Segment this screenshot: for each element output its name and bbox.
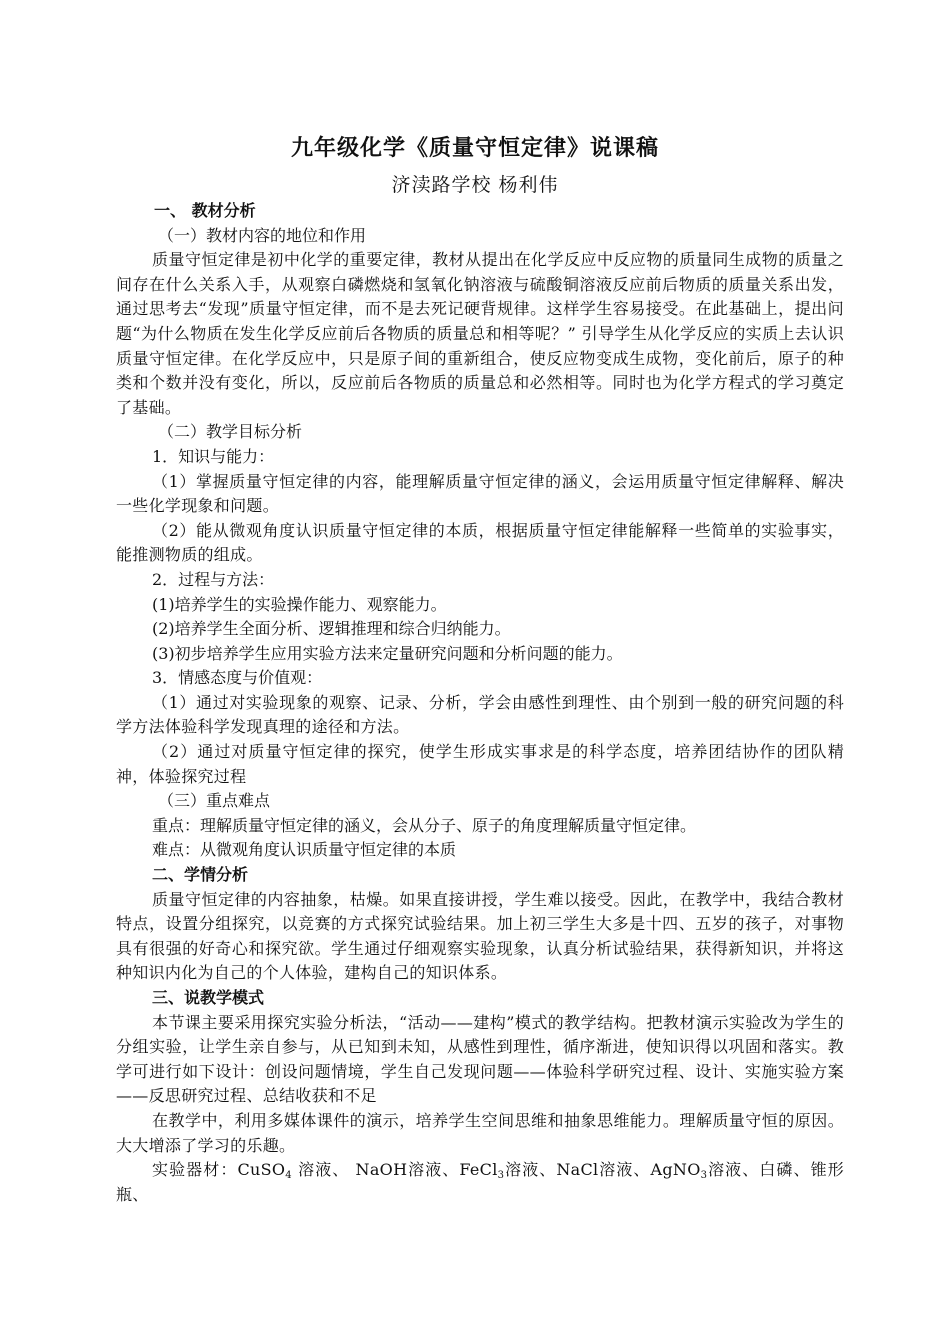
subsection-heading-2: （二）教学目标分析 <box>158 422 303 442</box>
section-heading-2: 二、学情分析 <box>152 865 249 885</box>
objective-process-1: (1)培养学生的实验操作能力、观察能力。 <box>152 594 447 614</box>
difficult-point: 难点：从微观角度认识质量守恒定律的本质 <box>152 840 457 860</box>
subsection-heading-1: （一）教材内容的地位和作用 <box>158 225 367 245</box>
subsection-heading-3: （三）重点难点 <box>158 791 271 811</box>
equipment-label: 实验器材： <box>152 1160 238 1180</box>
objective-process-title: 2．过程与方法： <box>152 569 275 589</box>
section-heading-3: 三、说教学模式 <box>152 988 265 1007</box>
paragraph-teaching-model-2: 在教学中，利用多媒体课件的演示，培养学生空间思维和抽象思维能力。理解质量守恒的原因。大大增添了学习的乐趣。 <box>116 1110 844 1155</box>
equipment-item-fecl3: FeCl$_3$溶液、NaCl溶液、 <box>459 1160 651 1182</box>
paragraph-equipment <box>116 1158 844 1207</box>
objective-process-3: (3)初步培养学生应用实验方法来定量研究问题和分析问题的能力。 <box>152 643 623 663</box>
paragraph-teaching-model-1: 本节课主要采用探究实验分析法，“活动——建构”模式的教学结构。把教材演示实验改为学生的分组实验，让学生亲自参与，从已知到未知，从感性到理性，循序渐进，使知识得以巩固和落实。教学可进行如下设计：创设问题情境，学生自己发现问题——体验科学研究过程、设计、实施实验方案 ——反思研究过程、总结收获和不足 <box>116 1012 844 1106</box>
objective-knowledge-1: （1）掌握质量守恒定律的内容，能理解质量守恒定律的涵义，会运用质量守恒定律解释、解决一些化学现象和问题。 <box>116 471 844 516</box>
document-title: 九年级化学《质量守恒定律》说课稿 <box>290 136 659 161</box>
objective-emotion-1: （1）通过对实验现象的观察、记录、分析，学会由感性到理性、由个别到一般的研究问题的科学方法体验科学发现真理的途径和方法。 <box>116 692 844 737</box>
equipment-item-cuso4: CuSO$_4$ 溶液、 NaOH溶液、 <box>237 1160 460 1182</box>
objective-knowledge-title: 1．知识与能力： <box>152 446 275 466</box>
document-author: 济渎路学校 杨利伟 <box>391 174 559 196</box>
objective-emotion-2: （2）通过对质量守恒定律的探究，使学生形成实事求是的科学态度，培养团结协作的团队精神，体验探究过程 <box>116 742 844 786</box>
key-point: 重点：理解质量守恒定律的涵义，会从分子、原子的角度理解质量守恒定律。 <box>152 815 697 835</box>
paragraph-student-analysis: 质量守恒定律的内容抽象，枯燥。如果直接讲授，学生难以接受。因此，在教学中，我结合教材特点，设置分组探究，以竞赛的方式探究试验结果。加上初三学生大多是十四、五岁的孩子，对事物具有很强的好奇心和探究欲。学生通过仔细观察实验现象，认真分析试验结果，获得新知识，并将这种知识内化为自己的个人体验，建构自己的知识体系。 <box>116 889 844 983</box>
objective-process-2: (2)培养学生全面分析、逻辑推理和综合归纳能力。 <box>152 619 511 639</box>
paragraph-textbook-role: 质量守恒定律是初中化学的重要定律，教材从提出在化学反应中反应物的质量同生成物的质量之间存在什么关系入手，从观察白磷燃烧和氢氧化钠溶液与硫酸铜溶液反应前后物质的质量关系出发，通过思考去“发现”质量守恒定律，而不是去死记硬背规律。这样学生容易接受。在此基础上，提出问题“为什么物质在发生化学反应前后各物质的质量总和相等呢？” 引导学生从化学反应的实质上去认识质量守恒定律。在化学反应中，只是原子间的重新组合，使反应物变成生成物，变化前后，原子的种类和个数并没有变化，所以，反应前后各物质的质量总和必然相等。同时也为化学方程式的学习奠定了基础。 <box>116 250 844 417</box>
objective-emotion-title: 3．情感态度与价值观： <box>152 668 323 688</box>
objective-knowledge-2: （2）能从微观角度认识质量守恒定律的本质，根据质量守恒定律能解释一些简单的实验事实，能推测物质的组成。 <box>116 520 844 565</box>
section-heading-1: 一、 教材分析 <box>154 201 256 220</box>
equipment-item-agno3: AgNO$_3$溶液、白磷、锥形瓶、 <box>116 1160 844 1204</box>
document-body <box>116 199 844 1207</box>
